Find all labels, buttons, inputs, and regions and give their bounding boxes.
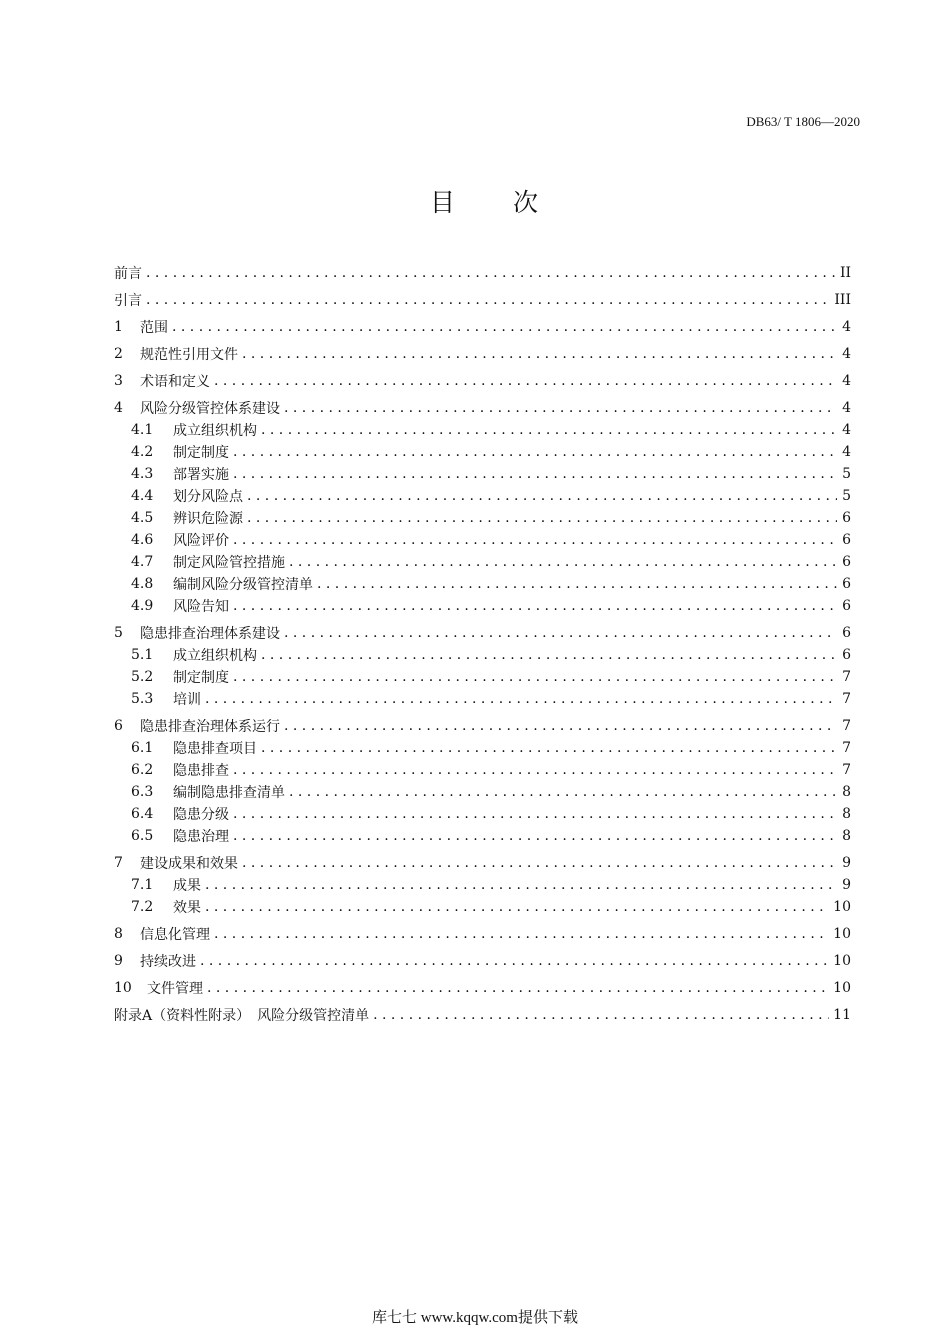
toc-entry-label: 辨识危险源 <box>173 511 243 527</box>
toc-entry-page: 6 <box>842 576 851 592</box>
dot-leader <box>146 266 836 280</box>
toc-entry-label: 风险告知 <box>173 599 229 615</box>
toc-entry-number: 5.1 <box>131 647 154 663</box>
toc-entry-page: 10 <box>833 953 851 969</box>
toc-entry-label: 风险分级管控体系建设 <box>140 401 280 417</box>
toc-entry[interactable] <box>114 463 851 485</box>
dot-leader <box>233 829 837 843</box>
toc-entry-label: 划分风险点 <box>173 489 243 505</box>
toc-entry[interactable] <box>114 262 851 284</box>
toc-entry-label: 编制风险分级管控清单 <box>173 577 313 593</box>
toc-entry[interactable] <box>114 485 851 507</box>
toc-entry-page: 6 <box>842 510 851 526</box>
toc-entry-page: 4 <box>842 444 851 460</box>
dot-leader <box>242 347 837 361</box>
toc-entry[interactable] <box>114 316 851 338</box>
page-title: 目次 <box>429 188 596 217</box>
toc-entry-page: 9 <box>842 855 851 871</box>
toc-entry-page: 7 <box>842 762 851 778</box>
toc-entry-label: 文件管理 <box>147 981 203 997</box>
toc-entry-label: 风险评价 <box>173 533 229 549</box>
toc-entry-page: 5 <box>842 488 851 504</box>
toc-entry-page: 4 <box>842 346 851 362</box>
dot-leader <box>214 374 837 388</box>
toc-entry-label: 培训 <box>173 692 201 708</box>
toc-entry-number: 5 <box>114 625 123 641</box>
toc-entry-label: 规范性引用文件 <box>140 347 238 363</box>
toc-entry-number: 4 <box>114 400 123 416</box>
toc-entry-label: 持续改进 <box>140 954 196 970</box>
toc-entry-number: 6 <box>114 718 123 734</box>
toc-entry[interactable] <box>114 666 851 688</box>
toc-entry[interactable] <box>114 803 851 825</box>
toc-entry-number: 4.8 <box>131 576 154 592</box>
toc-entry-page: 7 <box>842 691 851 707</box>
toc-entry-page: 7 <box>842 740 851 756</box>
toc-entry[interactable] <box>114 1004 851 1026</box>
dot-leader <box>261 648 837 662</box>
toc-entry-label: 制定风险管控措施 <box>173 555 285 571</box>
toc-entry[interactable] <box>114 595 851 617</box>
table-of-contents <box>114 262 851 1026</box>
dot-leader <box>233 599 837 613</box>
dot-leader <box>205 900 829 914</box>
toc-entry-number: 10 <box>114 980 132 996</box>
toc-entry[interactable] <box>114 715 851 737</box>
dot-leader <box>373 1008 829 1022</box>
toc-entry[interactable] <box>114 622 851 644</box>
toc-entry[interactable] <box>114 950 851 972</box>
dot-leader <box>205 878 837 892</box>
toc-entry-number: 6.4 <box>131 806 154 822</box>
toc-entry-number: 7.2 <box>131 899 154 915</box>
toc-entry[interactable] <box>114 825 851 847</box>
dot-leader <box>289 555 837 569</box>
toc-entry[interactable] <box>114 343 851 365</box>
toc-entry-number: 5.2 <box>131 669 154 685</box>
toc-entry-number: 4.9 <box>131 598 154 614</box>
dot-leader <box>242 856 837 870</box>
dot-leader <box>284 719 837 733</box>
dot-leader <box>214 927 829 941</box>
toc-entry-label: 隐患排查治理体系建设 <box>140 626 280 642</box>
toc-entry-page: 7 <box>842 718 851 734</box>
dot-leader <box>247 489 837 503</box>
toc-entry-number: 2 <box>114 346 123 362</box>
toc-entry-label: 成果 <box>173 878 201 894</box>
toc-entry-number: 4.5 <box>131 510 154 526</box>
toc-entry-label: 术语和定义 <box>140 374 210 390</box>
toc-entry-label: 隐患排查 <box>173 763 229 779</box>
dot-leader <box>233 763 837 777</box>
toc-entry-number: 4.7 <box>131 554 154 570</box>
toc-entry[interactable] <box>114 923 851 945</box>
toc-entry[interactable] <box>114 573 851 595</box>
dot-leader <box>317 577 837 591</box>
toc-entry[interactable] <box>114 419 851 441</box>
toc-entry-label: 隐患排查治理体系运行 <box>140 719 280 735</box>
toc-entry-label: 引言 <box>114 293 142 309</box>
dot-leader <box>289 785 837 799</box>
toc-entry-number: 6.1 <box>131 740 154 756</box>
toc-entry[interactable] <box>114 507 851 529</box>
toc-entry-number: 5.3 <box>131 691 154 707</box>
standard-code: DB63/ T 1806—2020 <box>746 114 860 129</box>
toc-entry-number: 1 <box>114 319 123 335</box>
dot-leader <box>207 981 829 995</box>
footer-download-note: 库七七 www.kqqw.com提供下载 <box>372 1310 578 1326</box>
toc-entry-page: 6 <box>842 554 851 570</box>
toc-entry-number: 8 <box>114 926 123 942</box>
dot-leader <box>233 533 837 547</box>
toc-entry-number: 6.5 <box>131 828 154 844</box>
toc-entry[interactable] <box>114 781 851 803</box>
toc-entry-label: 前言 <box>114 266 142 282</box>
toc-entry-number: 7.1 <box>131 877 154 893</box>
toc-entry-page: 5 <box>842 466 851 482</box>
toc-entry-page: 6 <box>842 647 851 663</box>
toc-entry-page: 8 <box>842 806 851 822</box>
toc-entry-label: 隐患分级 <box>173 807 229 823</box>
toc-entry-number: 9 <box>114 953 123 969</box>
toc-entry-number: 4.4 <box>131 488 154 504</box>
toc-entry[interactable] <box>114 370 851 392</box>
toc-entry-page: 6 <box>842 625 851 641</box>
toc-entry-page: 6 <box>842 598 851 614</box>
dot-leader <box>284 401 837 415</box>
toc-entry[interactable] <box>114 644 851 666</box>
toc-entry-number: 6.3 <box>131 784 154 800</box>
toc-entry[interactable] <box>114 759 851 781</box>
toc-entry-label: 范围 <box>140 320 168 336</box>
toc-entry-page: 10 <box>833 926 851 942</box>
toc-entry-page: 9 <box>842 877 851 893</box>
toc-entry-label: 编制隐患排查清单 <box>173 785 285 801</box>
toc-entry[interactable] <box>114 441 851 463</box>
toc-entry-number: 4.6 <box>131 532 154 548</box>
toc-entry-number: 6.2 <box>131 762 154 778</box>
toc-entry-page: 4 <box>842 373 851 389</box>
toc-entry-page: 4 <box>842 400 851 416</box>
toc-entry[interactable] <box>114 874 851 896</box>
dot-leader <box>172 320 837 334</box>
toc-entry-page: 8 <box>842 784 851 800</box>
toc-entry-page: 7 <box>842 669 851 685</box>
toc-entry-number: 4.3 <box>131 466 154 482</box>
toc-entry[interactable] <box>114 289 851 311</box>
dot-leader <box>233 467 837 481</box>
toc-entry-number: 3 <box>114 373 123 389</box>
toc-entry[interactable] <box>114 852 851 874</box>
toc-entry-label: 隐患治理 <box>173 829 229 845</box>
toc-entry-label: 效果 <box>173 900 201 916</box>
toc-entry[interactable] <box>114 551 851 573</box>
dot-leader <box>233 807 837 821</box>
toc-entry-label: 制定制度 <box>173 670 229 686</box>
dot-leader <box>233 670 837 684</box>
toc-entry-page: II <box>839 265 851 281</box>
toc-entry-page: 6 <box>842 532 851 548</box>
toc-entry[interactable] <box>114 397 851 419</box>
dot-leader <box>146 293 830 307</box>
toc-entry-page: 10 <box>833 980 851 996</box>
toc-entry-label: 隐患排查项目 <box>173 741 257 757</box>
dot-leader <box>200 954 829 968</box>
dot-leader <box>261 423 837 437</box>
toc-entry[interactable] <box>114 896 851 918</box>
dot-leader <box>247 511 837 525</box>
dot-leader <box>284 626 837 640</box>
toc-entry-label: 制定制度 <box>173 445 229 461</box>
toc-entry-label: 建设成果和效果 <box>140 856 238 872</box>
toc-entry-page: 10 <box>833 899 851 915</box>
dot-leader <box>205 692 837 706</box>
toc-entry-number: 4.2 <box>131 444 154 460</box>
toc-entry-label: 成立组织机构 <box>173 423 257 439</box>
dot-leader <box>261 741 837 755</box>
toc-entry-page: 4 <box>842 319 851 335</box>
toc-entry-label: 附录A（资料性附录） 风险分级管控清单 <box>114 1008 370 1024</box>
toc-entry[interactable] <box>114 737 851 759</box>
toc-entry-label: 信息化管理 <box>140 927 210 943</box>
toc-entry[interactable] <box>114 688 851 710</box>
toc-entry[interactable] <box>114 529 851 551</box>
toc-entry-page: 11 <box>833 1007 851 1023</box>
dot-leader <box>233 445 837 459</box>
toc-entry-label: 部署实施 <box>173 467 229 483</box>
toc-entry-page: 4 <box>842 422 851 438</box>
toc-entry-page: 8 <box>842 828 851 844</box>
toc-entry-label: 成立组织机构 <box>173 648 257 664</box>
toc-entry-number: 4.1 <box>131 422 154 438</box>
toc-entry-page: III <box>834 292 851 308</box>
toc-entry-number: 7 <box>114 855 123 871</box>
toc-entry[interactable] <box>114 977 851 999</box>
